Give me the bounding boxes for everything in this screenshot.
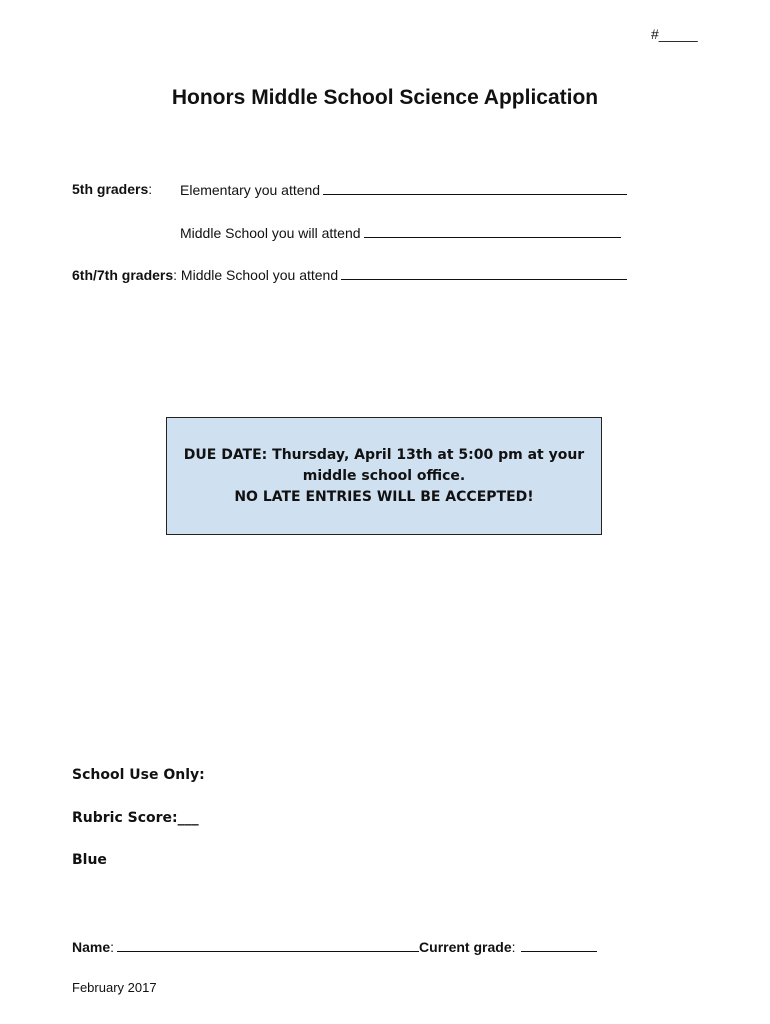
sixth-seventh-text: : Middle School you attend bbox=[173, 267, 339, 283]
middle-school-current-input-line[interactable] bbox=[341, 266, 627, 280]
due-date-line: DUE DATE: Thursday, April 13th at 5:00 pm at your bbox=[183, 447, 585, 463]
middle-school-future-row bbox=[180, 224, 621, 241]
no-late-entries-line: NO LATE ENTRIES WILL BE ACCEPTED! bbox=[234, 489, 534, 505]
elementary-label: Elementary you attend bbox=[180, 182, 321, 198]
fifth-graders-label: 5th graders bbox=[72, 181, 149, 197]
current-grade-input-line[interactable] bbox=[521, 938, 597, 952]
name-label: Name bbox=[72, 939, 111, 955]
current-grade-colon: : bbox=[511, 939, 516, 955]
name-input-line[interactable] bbox=[117, 938, 419, 952]
elementary-input-line[interactable] bbox=[323, 181, 627, 195]
middle-school-future-label: Middle School you will attend bbox=[180, 225, 361, 241]
elementary-row bbox=[180, 181, 627, 198]
name-grade-row bbox=[72, 938, 597, 955]
page-title: Honors Middle School Science Application bbox=[171, 86, 599, 109]
fifth-graders-row bbox=[72, 181, 152, 197]
rubric-score-field: Rubric Score:___ bbox=[72, 810, 199, 826]
current-grade-label: Current grade bbox=[419, 939, 512, 955]
school-use-heading: School Use Only: bbox=[72, 767, 205, 783]
due-date-notice bbox=[166, 417, 602, 535]
sixth-seventh-row bbox=[72, 266, 627, 283]
due-date-location-line: middle school office. bbox=[302, 468, 466, 484]
sixth-seventh-label: 6th/7th graders bbox=[72, 267, 174, 283]
footer-date: February 2017 bbox=[72, 980, 157, 995]
blue-label: Blue bbox=[72, 852, 107, 868]
middle-school-future-input-line[interactable] bbox=[364, 224, 621, 238]
name-colon: : bbox=[110, 939, 115, 955]
application-number-field[interactable]: #_____ bbox=[651, 26, 698, 42]
fifth-graders-colon: : bbox=[148, 181, 153, 197]
